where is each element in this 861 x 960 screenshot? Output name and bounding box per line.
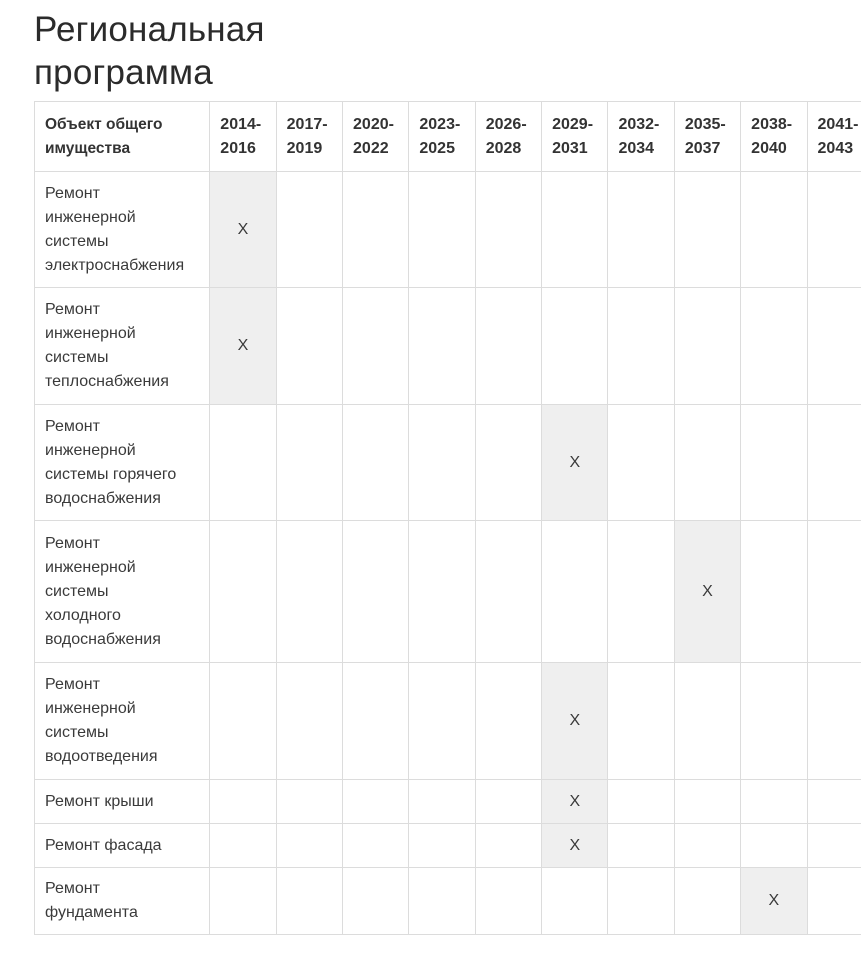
object-name-line: Ремонт крыши xyxy=(45,792,154,810)
scheduled-period-cell xyxy=(542,405,608,521)
empty-period-cell xyxy=(674,663,740,780)
header-period-line: 2031 xyxy=(552,139,588,157)
empty-period-cell xyxy=(608,521,674,663)
scheduled-mark: X xyxy=(702,582,713,600)
table-row xyxy=(35,824,861,868)
empty-period-cell xyxy=(475,780,541,824)
empty-period-cell xyxy=(608,780,674,824)
header-period-line: 2038- xyxy=(751,115,793,133)
empty-period-cell xyxy=(475,172,541,288)
scheduled-mark: X xyxy=(237,337,249,354)
regional-program-table xyxy=(34,101,861,935)
object-name-line: системы горячего xyxy=(45,465,177,483)
object-name-line: инженерной xyxy=(45,208,136,226)
empty-period-cell xyxy=(475,288,541,405)
empty-period-cell xyxy=(475,521,541,663)
header-object-line: имущества xyxy=(45,139,131,157)
empty-period-cell xyxy=(409,824,475,868)
table-row xyxy=(35,663,861,780)
empty-period-cell xyxy=(409,868,475,935)
object-name-line: Ремонт xyxy=(45,676,100,693)
header-period-line: 2043 xyxy=(817,139,854,157)
object-name-cell xyxy=(35,405,210,521)
empty-period-cell xyxy=(343,521,409,663)
table-header-row xyxy=(35,102,861,172)
header-period-20202022 xyxy=(343,102,409,172)
object-name-line: водоснабжения xyxy=(45,489,161,507)
empty-period-cell xyxy=(674,780,740,824)
empty-period-cell xyxy=(210,521,276,663)
empty-period-cell xyxy=(674,288,740,405)
header-object-line: Объект общего xyxy=(45,115,163,133)
header-period-20322034 xyxy=(608,102,674,172)
header-period-line: 2028 xyxy=(485,139,522,157)
table-row xyxy=(35,521,861,663)
empty-period-cell xyxy=(807,663,861,780)
object-name-line: инженерной xyxy=(45,700,136,717)
object-name-line: водоснабжения xyxy=(45,630,161,648)
empty-period-cell xyxy=(807,868,861,935)
empty-period-cell xyxy=(741,663,807,780)
header-period-line: 2029- xyxy=(552,115,594,133)
scheduled-period-cell xyxy=(741,868,807,935)
object-name-cell xyxy=(35,288,210,405)
header-period-20142016 xyxy=(210,102,276,172)
empty-period-cell xyxy=(542,868,608,935)
scheduled-period-cell xyxy=(210,172,276,288)
empty-period-cell xyxy=(343,405,409,521)
object-name-line: Ремонт xyxy=(45,880,100,897)
scheduled-mark: X xyxy=(569,712,581,729)
header-period-line: 2019 xyxy=(286,139,323,157)
empty-period-cell xyxy=(674,868,740,935)
empty-period-cell xyxy=(741,521,807,663)
empty-period-cell xyxy=(409,521,475,663)
object-name-line: холодного xyxy=(45,606,121,624)
empty-period-cell xyxy=(409,405,475,521)
scheduled-period-cell xyxy=(674,521,740,663)
empty-period-cell xyxy=(542,172,608,288)
empty-period-cell xyxy=(343,824,409,868)
table-row xyxy=(35,868,861,935)
empty-period-cell xyxy=(210,824,276,868)
object-name-line: электроснабжения xyxy=(45,256,185,274)
empty-period-cell xyxy=(741,288,807,405)
object-name-line: Ремонт xyxy=(45,534,100,552)
header-period-line: 2026- xyxy=(485,115,527,133)
header-period-20262028 xyxy=(475,102,541,172)
table-row xyxy=(35,405,861,521)
empty-period-cell xyxy=(276,663,342,780)
object-name-line: водоотведения xyxy=(45,748,158,765)
object-name-line: Ремонт xyxy=(45,301,100,318)
object-name-line: системы xyxy=(45,582,109,600)
empty-period-cell xyxy=(343,780,409,824)
scheduled-mark: X xyxy=(569,453,581,471)
object-name-line: теплоснабжения xyxy=(45,373,169,390)
scheduled-period-cell xyxy=(210,288,276,405)
scheduled-period-cell xyxy=(542,780,608,824)
empty-period-cell xyxy=(542,288,608,405)
empty-period-cell xyxy=(608,663,674,780)
empty-period-cell xyxy=(741,780,807,824)
header-period-line: 2034 xyxy=(618,139,655,157)
header-period-line: 2037 xyxy=(684,139,721,157)
object-name-line: Ремонт xyxy=(45,184,100,202)
empty-period-cell xyxy=(807,172,861,288)
scheduled-period-cell xyxy=(542,824,608,868)
scheduled-mark: X xyxy=(569,792,581,810)
empty-period-cell xyxy=(807,780,861,824)
empty-period-cell xyxy=(409,780,475,824)
table-row xyxy=(35,780,861,824)
header-period-line: 2016 xyxy=(220,139,256,157)
scheduled-mark: X xyxy=(569,836,581,854)
empty-period-cell xyxy=(608,405,674,521)
empty-period-cell xyxy=(210,405,276,521)
empty-period-cell xyxy=(807,521,861,663)
scheduled-period-cell xyxy=(542,663,608,780)
object-name-line: Ремонт xyxy=(45,417,100,435)
empty-period-cell xyxy=(741,405,807,521)
header-period-line: 2022 xyxy=(353,139,389,157)
object-name-line: системы xyxy=(45,349,109,366)
header-period-line: 2041- xyxy=(817,115,859,133)
empty-period-cell xyxy=(542,521,608,663)
header-period-line: 2014- xyxy=(220,115,262,133)
empty-period-cell xyxy=(741,172,807,288)
empty-period-cell xyxy=(210,663,276,780)
table-row xyxy=(35,172,861,288)
object-name-line: инженерной xyxy=(45,441,136,459)
empty-period-cell xyxy=(276,868,342,935)
empty-period-cell xyxy=(409,663,475,780)
empty-period-cell xyxy=(276,824,342,868)
header-period-line: 2020- xyxy=(353,115,394,133)
empty-period-cell xyxy=(276,521,342,663)
empty-period-cell xyxy=(674,824,740,868)
empty-period-cell xyxy=(608,288,674,405)
empty-period-cell xyxy=(276,780,342,824)
header-period-20352037 xyxy=(674,102,740,172)
header-period-line: 2025 xyxy=(419,139,455,157)
header-period-line: 2035- xyxy=(684,115,726,133)
empty-period-cell xyxy=(276,172,342,288)
object-name-cell xyxy=(35,521,210,663)
empty-period-cell xyxy=(674,172,740,288)
object-name-cell xyxy=(35,824,210,868)
empty-period-cell xyxy=(343,663,409,780)
empty-period-cell xyxy=(210,780,276,824)
empty-period-cell xyxy=(475,405,541,521)
header-period-line: 2032- xyxy=(618,115,660,133)
scheduled-mark: X xyxy=(237,220,249,238)
page-title xyxy=(34,8,434,94)
header-period-line: 2023- xyxy=(419,115,461,133)
header-period-20412043 xyxy=(807,102,861,172)
object-name-cell xyxy=(35,780,210,824)
empty-period-cell xyxy=(409,172,475,288)
object-name-cell xyxy=(35,663,210,780)
empty-period-cell xyxy=(409,288,475,405)
empty-period-cell xyxy=(608,824,674,868)
scheduled-mark: X xyxy=(768,892,780,909)
object-name-line: инженерной xyxy=(45,325,136,342)
empty-period-cell xyxy=(343,868,409,935)
header-period-line: 2040 xyxy=(751,139,787,157)
empty-period-cell xyxy=(276,405,342,521)
empty-period-cell xyxy=(608,172,674,288)
page-title-line-2: программа xyxy=(34,53,213,92)
empty-period-cell xyxy=(674,405,740,521)
empty-period-cell xyxy=(210,868,276,935)
empty-period-cell xyxy=(807,288,861,405)
empty-period-cell xyxy=(807,824,861,868)
empty-period-cell xyxy=(475,824,541,868)
object-name-line: Ремонт фасада xyxy=(45,836,162,854)
header-period-20232025 xyxy=(409,102,475,172)
object-name-line: системы xyxy=(45,724,109,741)
empty-period-cell xyxy=(475,663,541,780)
object-name-cell xyxy=(35,172,210,288)
object-name-line: фундамента xyxy=(45,904,138,921)
page-title-line-1: Региональная xyxy=(34,10,265,49)
empty-period-cell xyxy=(343,288,409,405)
empty-period-cell xyxy=(741,824,807,868)
object-name-line: инженерной xyxy=(45,558,136,576)
object-name-line: системы xyxy=(45,232,109,250)
empty-period-cell xyxy=(276,288,342,405)
header-period-20292031 xyxy=(542,102,608,172)
header-period-20382040 xyxy=(741,102,807,172)
header-object-column xyxy=(35,102,210,172)
header-period-line: 2017- xyxy=(286,115,328,133)
header-period-20172019 xyxy=(276,102,342,172)
object-name-cell xyxy=(35,868,210,935)
empty-period-cell xyxy=(343,172,409,288)
empty-period-cell xyxy=(475,868,541,935)
table-row xyxy=(35,288,861,405)
empty-period-cell xyxy=(608,868,674,935)
empty-period-cell xyxy=(807,405,861,521)
